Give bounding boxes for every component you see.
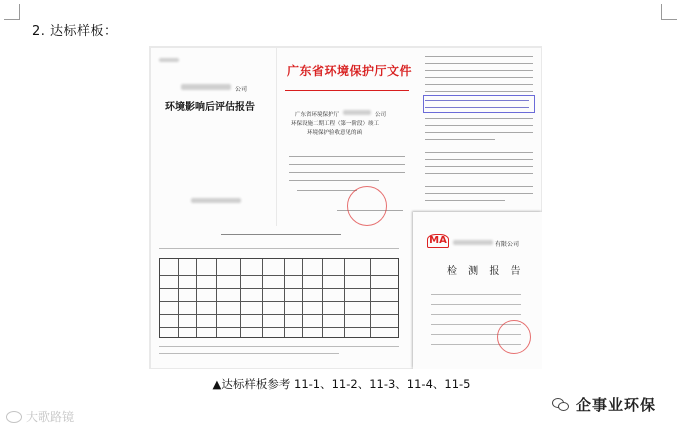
official-approval-letter xyxy=(277,48,417,226)
redacted-text xyxy=(191,198,241,203)
letter-subject-line: 环境保护验收意见的函 xyxy=(307,130,363,136)
letter-recipient: 广东省环境保护厅 xyxy=(295,112,340,118)
body-text-page xyxy=(417,48,541,218)
test-report-title: 检 测 报 告 xyxy=(447,266,525,277)
ma-certification-logo: MA xyxy=(427,234,449,248)
watermark-left xyxy=(6,408,74,425)
redacted-text xyxy=(159,58,179,62)
official-red-header: 广东省环境保护厅文件 xyxy=(287,64,413,78)
official-seal xyxy=(347,186,387,226)
redacted-company-name xyxy=(181,84,231,90)
report-company-suffix: 公司 xyxy=(235,86,248,93)
sample-documents-collage xyxy=(149,46,542,369)
test-report-cover xyxy=(413,212,542,369)
watermark-right xyxy=(552,394,656,415)
weibo-icon xyxy=(6,411,22,423)
page-corner-mark xyxy=(661,4,677,20)
highlight-box xyxy=(423,95,535,113)
watermark-left-text: 大歌路镜 xyxy=(26,410,75,424)
watermark-right-text: 企事业环保 xyxy=(576,396,657,414)
test-company-suffix: 有限公司 xyxy=(495,241,520,248)
redacted-company-name xyxy=(343,110,371,115)
letter-recipient-suffix: 公司 xyxy=(375,112,387,118)
wechat-icon xyxy=(552,397,570,413)
report-title: 环境影响后评估报告 xyxy=(165,102,255,113)
letter-subject-line: 环保设施二期工程（第一阶段）竣工 xyxy=(291,121,380,127)
inspection-seal xyxy=(497,320,531,354)
page-corner-mark xyxy=(4,4,20,20)
figure-caption: ▲达标样板参考 11-1、11-2、11-3、11-4、11-5 xyxy=(212,377,471,391)
data-table-grid xyxy=(159,258,399,338)
red-rule xyxy=(285,90,409,91)
section-heading: 2. 达标样板： xyxy=(32,24,118,39)
redacted-company-name xyxy=(453,240,493,245)
assessment-report-cover xyxy=(151,48,276,226)
emission-table-form xyxy=(151,226,413,368)
